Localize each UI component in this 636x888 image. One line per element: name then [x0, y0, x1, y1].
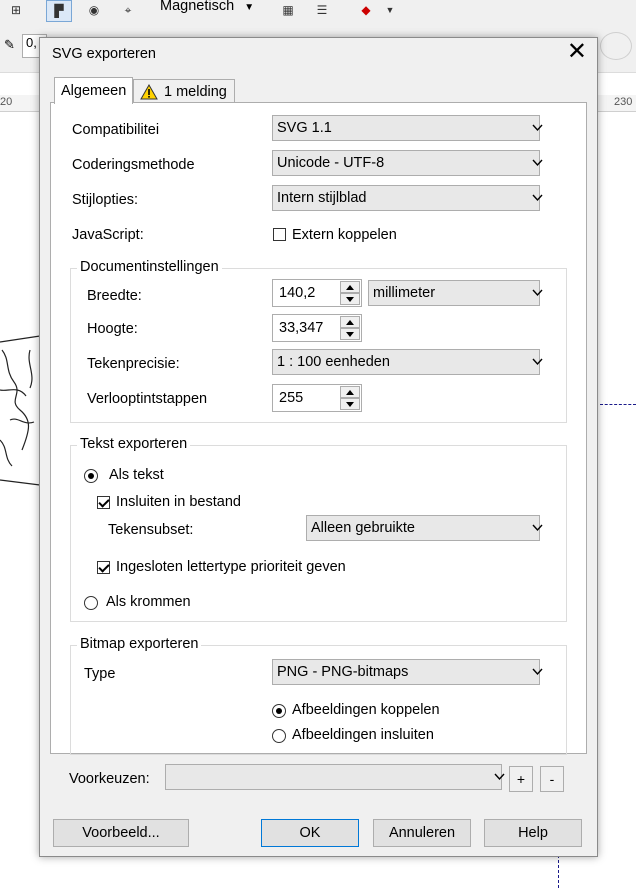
width-label: Breedte: [87, 288, 142, 304]
embed-font-label: Insluiten in bestand [116, 494, 241, 510]
chevron-down-icon: ▼ [244, 2, 255, 13]
precision-label: Tekenprecisie: [87, 356, 180, 372]
dropdown-arrow-icon[interactable]: ▼ [385, 5, 395, 15]
compat-select[interactable] [272, 115, 540, 141]
tab-panel-general [50, 102, 587, 754]
as-text-label: Als tekst [109, 467, 164, 483]
options-icon[interactable] [600, 32, 632, 60]
compat-value: SVG 1.1 [277, 120, 332, 136]
encoding-label: Coderingsmethode [72, 157, 195, 173]
encoding-select[interactable] [272, 150, 540, 176]
tab-warnings-label: 1 melding [164, 84, 227, 100]
char-subset-select[interactable] [306, 515, 540, 541]
bitmap-type-select[interactable] [272, 659, 540, 685]
tab-general[interactable] [54, 77, 133, 104]
ruler-label-left: 20 [0, 96, 13, 108]
styles-select[interactable] [272, 185, 540, 211]
list-icon[interactable]: ☰ [316, 3, 328, 17]
outline-width-field[interactable]: 0, [22, 34, 47, 58]
close-icon[interactable]: ✕ [566, 38, 587, 65]
preview-button[interactable]: Voorbeeld... [53, 819, 189, 847]
precision-select[interactable] [272, 349, 540, 375]
app-toolbar [0, 0, 636, 23]
char-subset-value: Alleen gebruikte [311, 520, 415, 536]
width-value: 140,2 [279, 285, 316, 301]
warning-icon [140, 84, 158, 100]
presets-select[interactable] [165, 764, 502, 790]
bitmap-type-value: PNG - PNG-bitmaps [277, 664, 409, 680]
height-label: Hoogte: [87, 321, 138, 337]
page-frame-icon[interactable]: ▛ [46, 0, 72, 22]
unit-value: millimeter [373, 285, 436, 301]
tab-general-label: Algemeen [61, 83, 127, 99]
embed-font-checkbox[interactable] [97, 496, 110, 509]
add-preset-button[interactable]: + [509, 766, 533, 792]
gradient-steps-value: 255 [279, 390, 304, 406]
bitmap-export-title: Bitmap exporteren [77, 636, 201, 652]
presets-label: Voorkeuzen: [69, 771, 150, 787]
guide-line [600, 404, 636, 405]
external-link-checkbox[interactable] [273, 228, 286, 241]
link-images-label: Afbeeldingen koppelen [292, 702, 440, 718]
view-icon[interactable]: ◉ [88, 3, 100, 17]
height-value: 33,347 [279, 320, 324, 336]
fill-color-icon[interactable]: ◆ [361, 3, 371, 17]
link-images-radio[interactable] [272, 704, 286, 718]
font-priority-label: Ingesloten lettertype prioriteit geven [116, 559, 346, 575]
cancel-button[interactable]: Annuleren [373, 819, 471, 847]
pen-icon: ✎ [4, 37, 15, 52]
width-decrement-button[interactable] [340, 293, 360, 305]
bitmap-export-group [70, 636, 567, 755]
width-increment-button[interactable] [340, 281, 360, 293]
height-stepper[interactable] [272, 314, 362, 342]
gradient-steps-label: Verlooptintstappen [87, 391, 208, 407]
canvas-drawing [0, 330, 40, 490]
guide-line-vertical [558, 855, 559, 888]
svg-export-dialog [39, 37, 598, 857]
help-button[interactable]: Help [484, 819, 582, 847]
styles-value: Intern stijlblad [277, 190, 367, 206]
ruler-label-right: 230 [614, 96, 633, 108]
font-priority-checkbox[interactable] [97, 561, 110, 574]
width-stepper[interactable] [272, 279, 362, 307]
snap-mode-select[interactable] [160, 0, 254, 14]
compat-label: Compatibilitei [72, 122, 160, 138]
external-link-label: Extern koppelen [292, 227, 397, 243]
grid-icon[interactable]: ⊞ [10, 3, 22, 17]
document-settings-group [70, 259, 567, 423]
javascript-label: JavaScript: [72, 227, 144, 243]
align-icon[interactable]: ▦ [282, 3, 294, 17]
dialog-title: SVG exporteren [52, 46, 156, 62]
height-increment-button[interactable] [340, 316, 360, 328]
remove-preset-button[interactable]: - [540, 766, 564, 792]
char-subset-label: Tekensubset: [108, 522, 194, 538]
as-text-radio[interactable] [84, 469, 98, 483]
unit-select[interactable] [368, 280, 540, 306]
embed-images-label: Afbeeldingen insluiten [292, 727, 434, 743]
tab-warnings[interactable] [133, 79, 235, 104]
precision-value: 1 : 100 eenheden [277, 354, 390, 370]
styles-label: Stijlopties: [72, 192, 139, 208]
ok-button[interactable]: OK [261, 819, 359, 847]
height-decrement-button[interactable] [340, 328, 360, 340]
bitmap-type-label: Type [84, 666, 116, 682]
gradient-decrement-button[interactable] [340, 398, 360, 410]
snap-icon[interactable]: ⌖ [124, 2, 132, 17]
gradient-increment-button[interactable] [340, 386, 360, 398]
text-export-group [70, 436, 567, 622]
text-export-title: Tekst exporteren [77, 436, 190, 452]
as-curves-label: Als krommen [106, 594, 191, 610]
as-curves-radio[interactable] [84, 596, 98, 610]
embed-images-radio[interactable] [272, 729, 286, 743]
gradient-steps-stepper[interactable] [272, 384, 362, 412]
document-settings-title: Documentinstellingen [77, 259, 222, 275]
encoding-value: Unicode - UTF-8 [277, 155, 385, 171]
snap-mode-label: Magnetisch [160, 0, 235, 14]
